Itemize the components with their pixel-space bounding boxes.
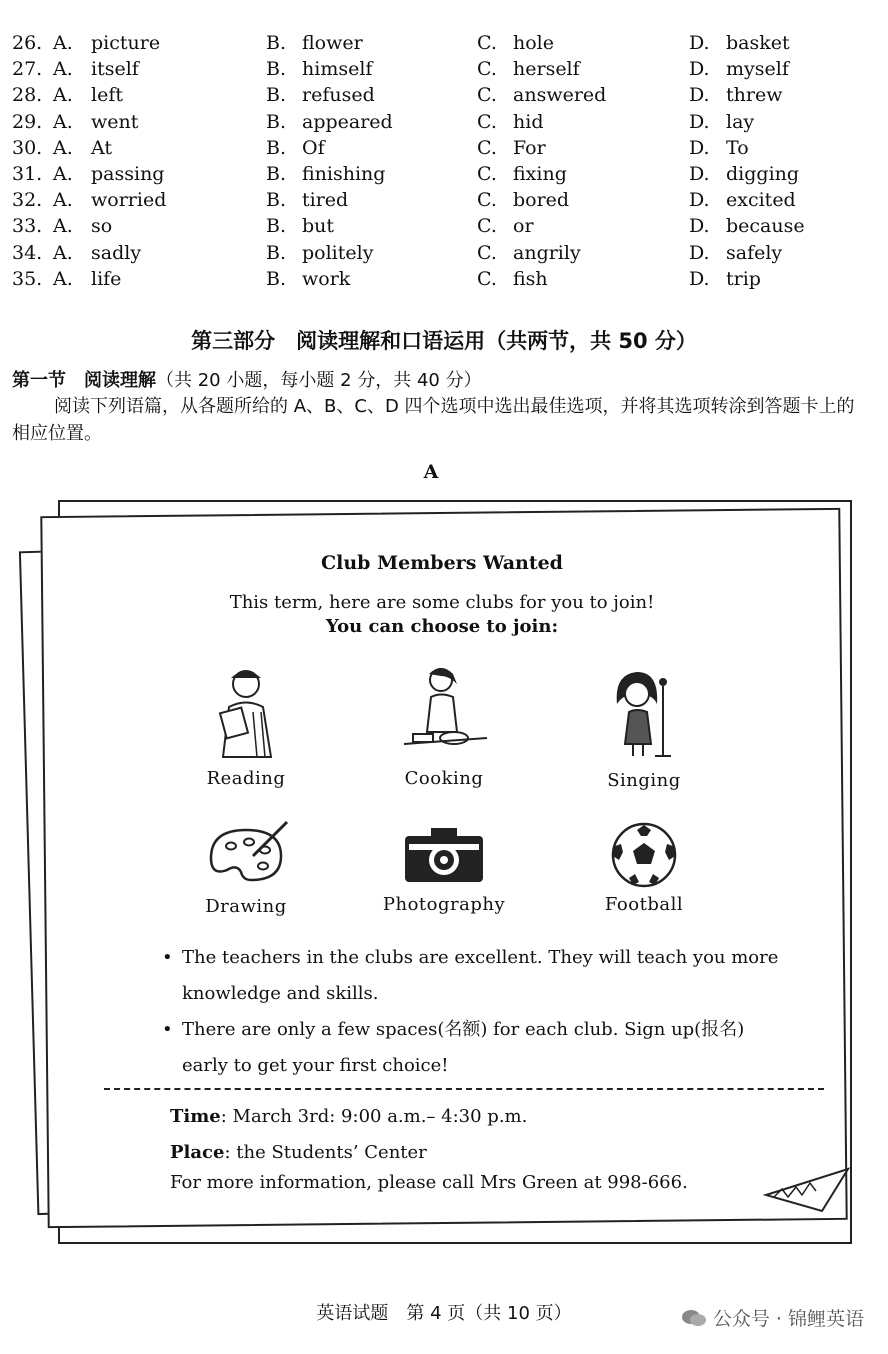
- option-b-text: himself: [302, 58, 373, 81]
- time-label: Time: [170, 1106, 221, 1127]
- option-a-text: picture: [91, 32, 161, 54]
- option-a-text: went: [91, 110, 139, 133]
- option-a-letter: A.: [53, 162, 73, 185]
- option-c-text: answered: [513, 84, 607, 107]
- watermark: [681, 1304, 864, 1331]
- option-c-letter: C.: [477, 110, 497, 133]
- option-d-letter: D.: [689, 162, 710, 185]
- option-c-text: hid: [513, 110, 544, 133]
- option-d-letter: D.: [689, 84, 710, 107]
- option-d-text: safely: [726, 241, 783, 264]
- page-footer: 英语试题 第 4 页（共 10 页）: [316, 1303, 572, 1324]
- subsection-label: 第一节 阅读理解: [12, 370, 156, 391]
- question-number: 26.: [12, 32, 43, 54]
- option-c-letter: C.: [477, 162, 497, 185]
- option-a-letter: A.: [53, 189, 73, 212]
- option-a-text: passing: [91, 162, 165, 185]
- club-reading: [156, 662, 336, 789]
- option-c-letter: C.: [477, 241, 497, 264]
- camera-icon: [399, 822, 489, 888]
- option-a-letter: A.: [53, 32, 73, 54]
- option-row: [0, 240, 888, 266]
- option-row: [0, 135, 888, 161]
- club-label: Football: [604, 894, 684, 915]
- option-b-letter: B.: [266, 110, 287, 133]
- option-a-letter: A.: [53, 84, 73, 107]
- option-b-letter: B.: [266, 84, 287, 107]
- option-row: [0, 56, 888, 82]
- option-b-letter: B.: [266, 189, 287, 212]
- option-d-text: because: [726, 215, 805, 238]
- option-d-letter: D.: [689, 241, 710, 264]
- watermark-text: 公众号 · 锦鲤英语: [712, 1308, 864, 1330]
- option-row: [0, 187, 888, 213]
- club-photography: [354, 822, 534, 915]
- option-b-letter: B.: [266, 58, 287, 81]
- option-a-letter: A.: [53, 58, 73, 81]
- option-d-text: trip: [726, 267, 761, 290]
- option-d-letter: D.: [689, 110, 710, 133]
- option-a-letter: A.: [53, 241, 73, 264]
- option-c-text: bored: [513, 189, 570, 212]
- question-number: 34.: [12, 241, 43, 264]
- option-b-letter: B.: [266, 136, 287, 159]
- question-number: 32.: [12, 189, 43, 212]
- option-d-letter: D.: [689, 136, 710, 159]
- club-label: Photography: [382, 894, 506, 915]
- option-a-letter: A.: [53, 136, 73, 159]
- option-a-text: so: [91, 215, 113, 238]
- question-number: 33.: [12, 215, 43, 238]
- option-b-text: tired: [302, 189, 349, 212]
- option-row: [0, 109, 888, 135]
- cooking-icon: [399, 662, 489, 762]
- option-a-text: worried: [91, 189, 167, 212]
- option-b-text: finishing: [302, 162, 386, 185]
- club-label: Reading: [206, 768, 286, 789]
- option-b-text: appeared: [302, 110, 393, 133]
- bullet-spaces: • There are only a few spaces(名额) for each club. Sign up(报名) early to get your first choice!: [162, 1012, 782, 1084]
- wechat-icon: [681, 1309, 707, 1327]
- option-c-letter: C.: [477, 58, 497, 81]
- option-row: [0, 82, 888, 108]
- option-b-letter: B.: [266, 241, 287, 264]
- reading-icon: [201, 662, 291, 762]
- question-number: 30.: [12, 136, 43, 159]
- time-value: : March 3rd: 9:00 a.m.– 4:30 p.m.: [220, 1106, 528, 1127]
- subsection-detail: （共 20 小题，每小题 2 分，共 40 分）: [156, 370, 482, 391]
- option-c-letter: C.: [477, 215, 497, 238]
- info-time: [170, 1106, 527, 1127]
- option-d-text: myself: [726, 58, 789, 81]
- option-b-letter: B.: [266, 215, 287, 238]
- option-d-letter: D.: [689, 267, 710, 290]
- option-row: [0, 266, 888, 292]
- question-number: 28.: [12, 84, 43, 107]
- option-a-text: itself: [91, 58, 139, 81]
- option-b-letter: B.: [266, 267, 287, 290]
- option-a-text: left: [91, 84, 123, 107]
- option-c-letter: C.: [477, 189, 497, 212]
- option-d-text: lay: [726, 110, 755, 133]
- option-c-letter: C.: [477, 136, 497, 159]
- option-b-text: work: [302, 267, 351, 290]
- option-c-text: For: [513, 136, 546, 159]
- option-d-text: digging: [726, 162, 800, 185]
- club-football: [554, 822, 734, 915]
- option-d-text: basket: [726, 32, 790, 54]
- option-d-letter: D.: [689, 58, 710, 81]
- bullet-teachers: • The teachers in the clubs are excellent. They will teach you more knowledge and skills.: [162, 940, 782, 1012]
- club-label: Cooking: [404, 768, 484, 789]
- option-c-text: fish: [513, 267, 548, 290]
- club-singing: [554, 664, 734, 791]
- option-b-text: Of: [302, 136, 325, 159]
- answer-options: [0, 30, 888, 292]
- question-number: 29.: [12, 110, 43, 133]
- option-d-letter: D.: [689, 32, 710, 54]
- club-label: Drawing: [205, 896, 287, 917]
- poster-subtitle: This term, here are some clubs for you to join!: [229, 592, 655, 613]
- option-d-text: threw: [726, 84, 783, 107]
- option-c-letter: C.: [477, 32, 497, 54]
- option-d-letter: D.: [689, 215, 710, 238]
- subsection-heading: [12, 366, 482, 392]
- dashed-divider: [104, 1088, 824, 1090]
- option-d-text: excited: [726, 189, 796, 212]
- place-value: : the Students’ Center: [224, 1142, 427, 1163]
- option-b-letter: B.: [266, 32, 287, 54]
- option-b-letter: B.: [266, 162, 287, 185]
- option-a-text: sadly: [91, 241, 142, 264]
- folded-corner-icon: [762, 1167, 852, 1213]
- option-row: [0, 30, 888, 56]
- option-a-text: At: [91, 136, 113, 159]
- football-icon: [599, 822, 689, 888]
- poster-choose: You can choose to join:: [325, 616, 559, 637]
- question-number: 27.: [12, 58, 43, 81]
- club-cooking: [354, 662, 534, 789]
- poster-title: Club Members Wanted: [321, 552, 563, 574]
- option-row: [0, 161, 888, 187]
- option-c-text: angrily: [513, 241, 581, 264]
- option-b-text: refused: [302, 84, 375, 107]
- palette-icon: [201, 818, 291, 890]
- option-b-text: politely: [302, 241, 374, 264]
- option-a-letter: A.: [53, 110, 73, 133]
- club-poster: [44, 512, 840, 1232]
- option-b-text: flower: [302, 32, 363, 54]
- question-number: 31.: [12, 162, 43, 185]
- option-c-text: herself: [513, 58, 580, 81]
- section-title: 第三部分 阅读理解和口语运用（共两节，共 50 分）: [191, 329, 697, 353]
- place-label: Place: [170, 1142, 225, 1163]
- option-c-text: hole: [513, 32, 554, 54]
- option-a-letter: A.: [53, 267, 73, 290]
- info-contact: For more information, please call Mrs Green at 998-666.: [170, 1172, 688, 1193]
- option-c-text: fixing: [513, 162, 567, 185]
- question-number: 35.: [12, 267, 43, 290]
- instructions: 阅读下列语篇，从各题所给的 A、B、C、D 四个选项中选出最佳选项，并将其选项转涂到答题卡上的相应位置。: [12, 396, 855, 444]
- option-d-text: To: [726, 136, 749, 159]
- poster-bullets: [162, 940, 782, 1084]
- option-row: [0, 213, 888, 239]
- option-b-text: but: [302, 215, 335, 238]
- option-a-text: life: [91, 267, 122, 290]
- club-drawing: [156, 818, 336, 917]
- singing-icon: [599, 664, 689, 764]
- passage-label: A: [423, 461, 439, 483]
- option-c-letter: C.: [477, 267, 497, 290]
- option-d-letter: D.: [689, 189, 710, 212]
- info-place: [170, 1142, 427, 1163]
- club-label: Singing: [607, 770, 681, 791]
- option-c-text: or: [513, 215, 534, 238]
- option-c-letter: C.: [477, 84, 497, 107]
- option-a-letter: A.: [53, 215, 73, 238]
